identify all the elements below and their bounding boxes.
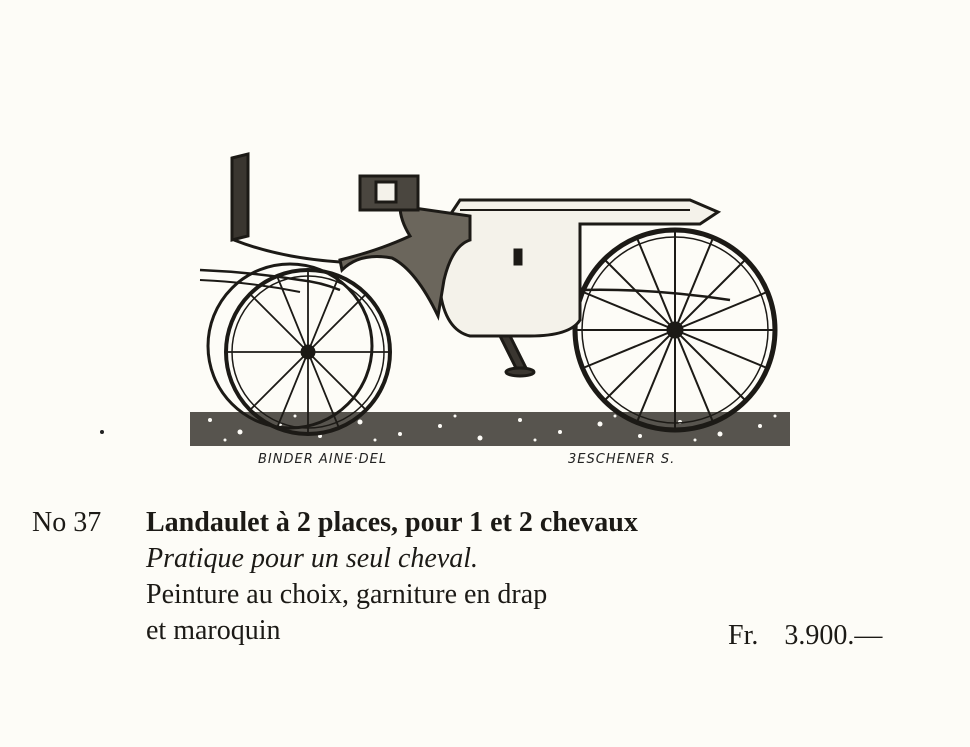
price [728, 618, 882, 654]
carriage-engraving [170, 140, 810, 480]
rear-wheel [575, 230, 775, 430]
price-value: 3.900.— [784, 620, 883, 651]
price-currency: Fr. [728, 620, 759, 651]
entry-note: Pratique pour un seul cheval. [146, 543, 479, 574]
entry-title: Landaulet à 2 places, pour 1 et 2 chevaux [146, 507, 638, 538]
entry-description-line-1: Peinture au choix, garniture en drap [146, 579, 548, 610]
illustrator-credit: BINDER AINE·DEL [258, 452, 388, 467]
engraver-credit: 3ESCHENER S. [568, 452, 676, 467]
print-speck [100, 430, 104, 434]
item-number: No 37 [32, 507, 102, 538]
entry-description-line-2: et maroquin [146, 615, 281, 646]
carriage-illustration [170, 140, 810, 480]
front-wheels [208, 264, 390, 434]
